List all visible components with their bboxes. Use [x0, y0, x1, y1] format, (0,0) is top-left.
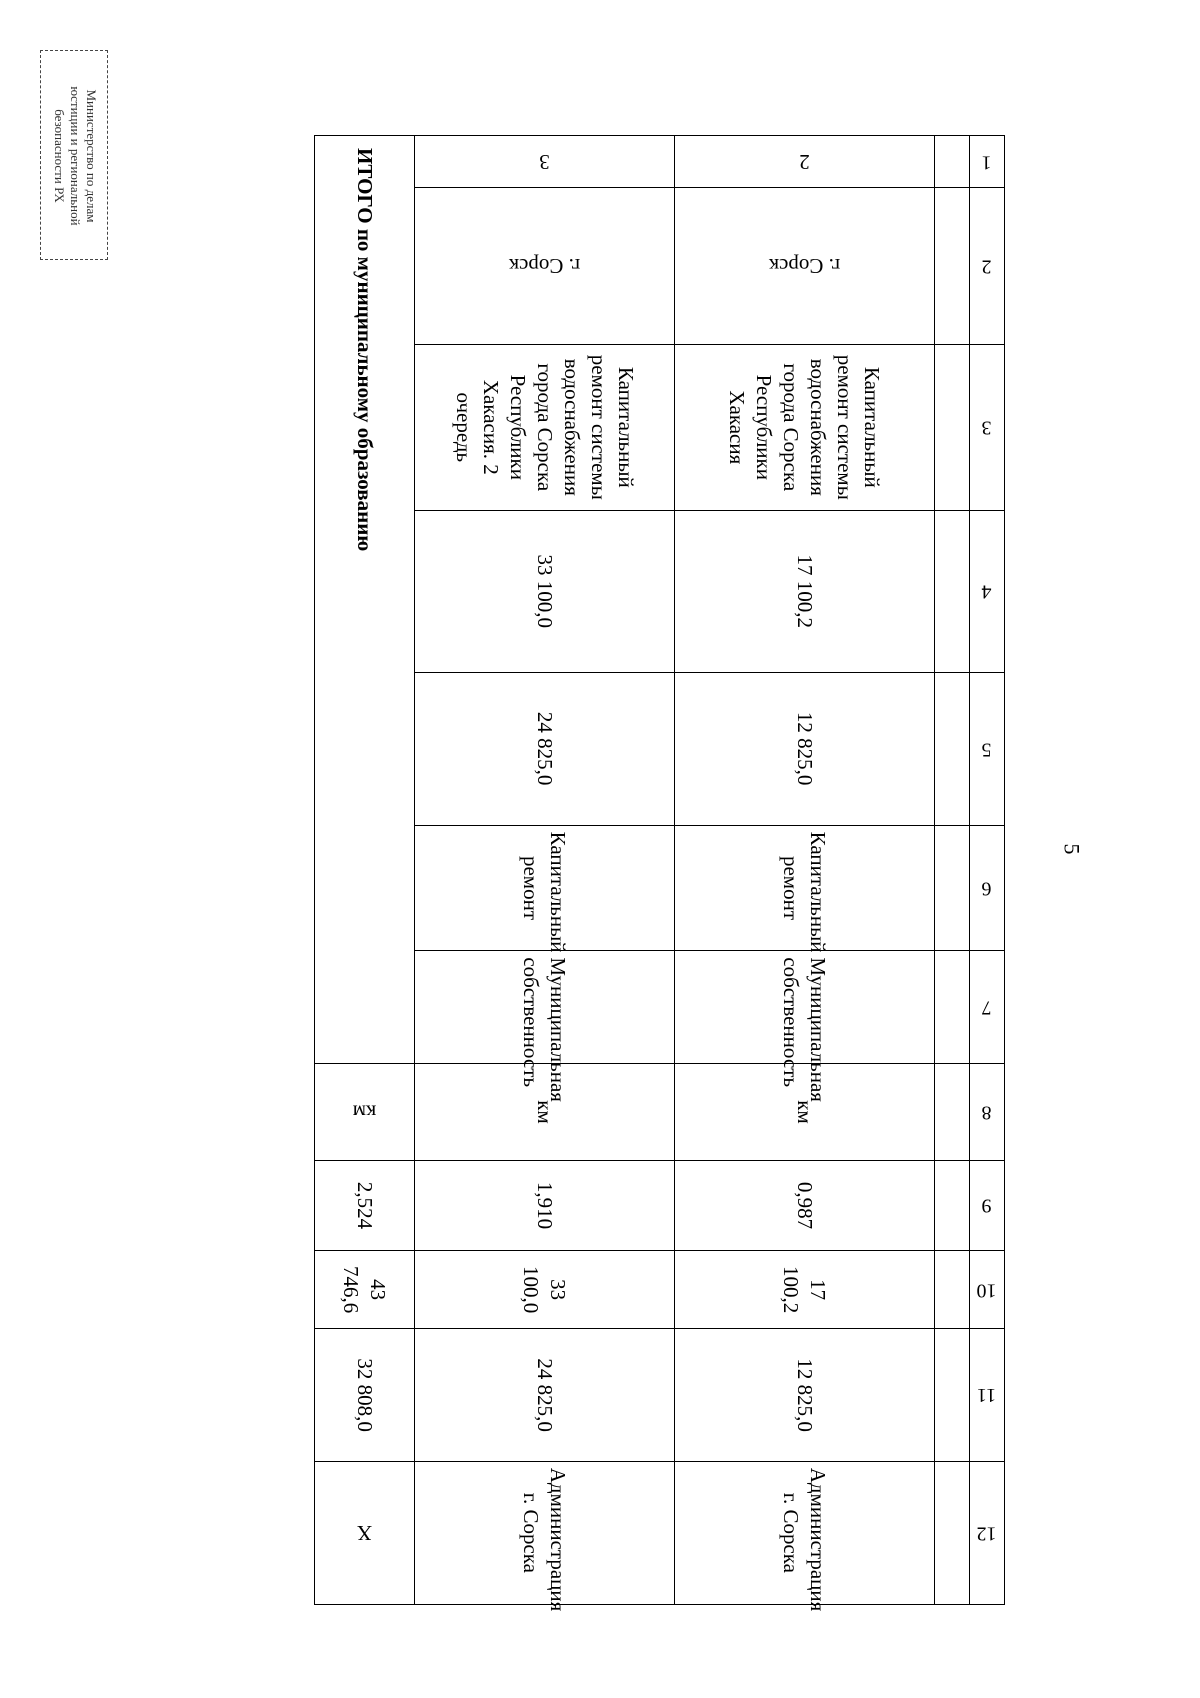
empty-cell [935, 1461, 970, 1604]
value-col5: 24 825,0 [415, 672, 675, 825]
empty-cell [935, 1250, 970, 1329]
header-cell [970, 1329, 1005, 1461]
header-number: 1 [982, 151, 992, 174]
work-type: Капитальный ремонт [415, 825, 675, 951]
city: г. Сорск [768, 254, 841, 279]
header-cell [970, 510, 1005, 672]
header-number: 4 [982, 580, 992, 603]
header-number: 3 [982, 416, 992, 439]
total-unit [315, 1063, 415, 1160]
table-row [415, 136, 675, 1605]
object-table [314, 135, 1005, 1612]
header-cell [970, 1063, 1005, 1160]
total-col10: 43 746,6 [315, 1250, 415, 1329]
row-number-cell [675, 136, 935, 188]
empty-cell [935, 825, 970, 951]
header-number: 8 [982, 1101, 992, 1124]
city: г. Сорск [508, 254, 581, 279]
quantity: 1,910 [415, 1161, 675, 1251]
stamp-line-1: Министерство по делам [84, 89, 99, 223]
empty-cell [935, 951, 970, 1064]
spacer-row [935, 136, 970, 1605]
empty-cell [935, 188, 970, 344]
header-cell [970, 951, 1005, 1064]
value-col11: 24 825,0 [415, 1329, 675, 1461]
value-col11: 12 825,0 [675, 1329, 935, 1461]
empty-cell [935, 672, 970, 825]
value-col5: 12 825,0 [675, 672, 935, 825]
city-cell [675, 188, 935, 344]
total-label: ИТОГО по муниципальному образованию [315, 136, 415, 1064]
header-cell [970, 1250, 1005, 1329]
header-number: 12 [977, 1522, 997, 1545]
total-unit-text: км [352, 1100, 377, 1125]
unit: км [415, 1063, 675, 1160]
customer: Администрация г. Сорска [415, 1461, 675, 1604]
header-number: 6 [982, 877, 992, 900]
total-customer: Х [356, 1521, 373, 1546]
total-row [315, 136, 415, 1605]
header-row [970, 136, 1005, 1605]
row-number-cell [415, 136, 675, 188]
page-number: 5 [1059, 843, 1085, 855]
header-cell [970, 1461, 1005, 1604]
header-cell [970, 188, 1005, 344]
header-cell [970, 825, 1005, 951]
table-row [675, 136, 935, 1605]
header-number: 11 [977, 1384, 997, 1407]
header-number: 7 [982, 996, 992, 1019]
value-col4: 17 100,2 [675, 510, 935, 672]
row-number: 2 [799, 150, 810, 175]
empty-cell [935, 1063, 970, 1160]
total-quantity: 2,524 [315, 1161, 415, 1251]
registration-stamp [40, 50, 108, 260]
header-cell [970, 136, 1005, 188]
value-col10: 33 100,0 [415, 1250, 675, 1329]
city-cell [415, 188, 675, 344]
quantity: 0,987 [675, 1161, 935, 1251]
work-type: Капитальный ремонт [675, 825, 935, 951]
empty-cell [935, 136, 970, 188]
header-number: 2 [982, 255, 992, 278]
row-number: 3 [539, 150, 550, 175]
header-cell [970, 344, 1005, 510]
table-area [325, 135, 1005, 1612]
header-number: 9 [982, 1194, 992, 1217]
stamp-line-2: юстиции и региональной [68, 86, 83, 226]
stamp-line-3: безопасности РХ [52, 109, 67, 203]
header-number: 10 [977, 1279, 997, 1302]
empty-cell [935, 1161, 970, 1251]
header-cell [970, 1161, 1005, 1251]
value-col4: 33 100,0 [415, 510, 675, 672]
empty-cell [935, 344, 970, 510]
value-col10: 17 100,2 [675, 1250, 935, 1329]
empty-cell [935, 510, 970, 672]
empty-cell [935, 1329, 970, 1461]
ownership: Муниципальная собственность [415, 951, 675, 1064]
header-cell [970, 672, 1005, 825]
object-name: Капитальный ремонт системы водоснабжения города Сорска Республики Хакасия [675, 344, 935, 510]
header-number: 5 [982, 738, 992, 761]
ownership: Муниципальная собственность [675, 951, 935, 1064]
total-customer-cell [315, 1461, 415, 1604]
customer: Администрация г. Сорска [675, 1461, 935, 1604]
stamp-text [51, 53, 99, 259]
unit: км [675, 1063, 935, 1160]
total-col11: 32 808,0 [315, 1329, 415, 1461]
object-name: Капитальный ремонт системы водоснабжения города Сорска Республики Хакасия. 2 очередь [415, 344, 675, 510]
